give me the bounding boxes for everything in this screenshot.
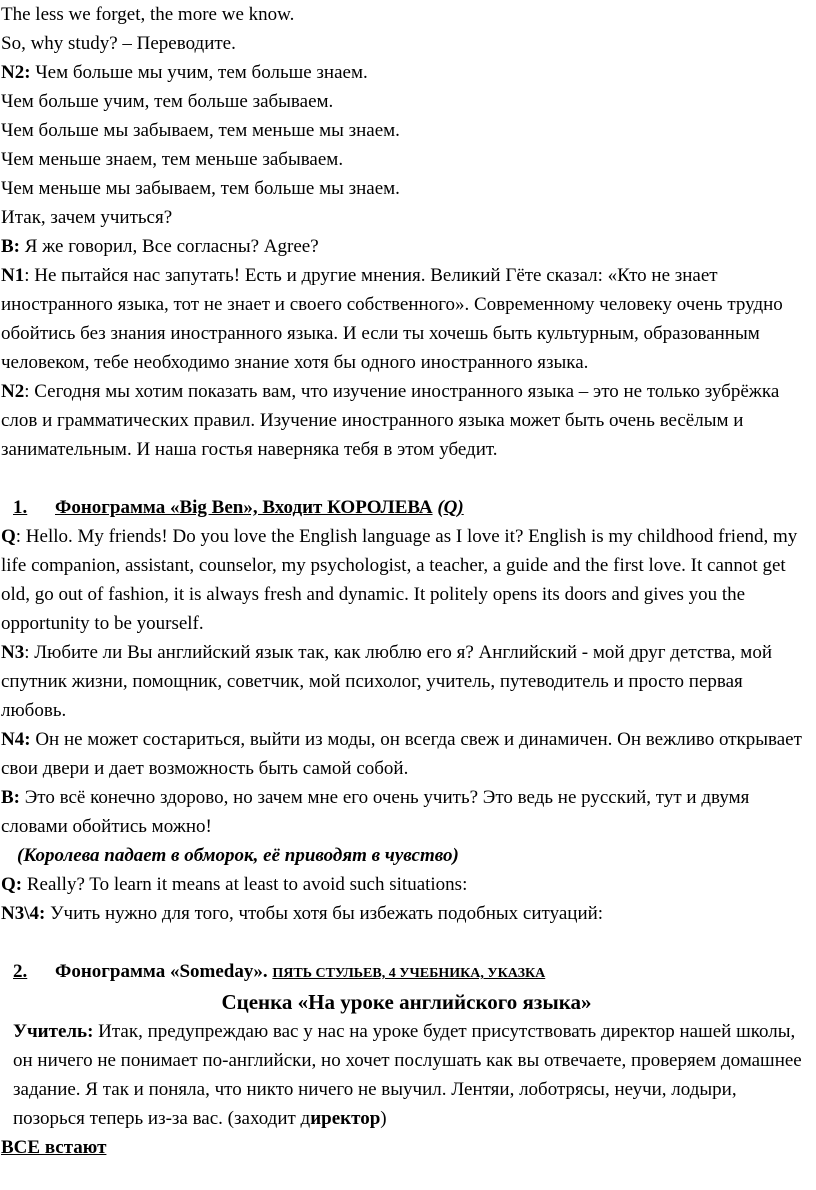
paragraph-q1 — [1, 522, 812, 638]
props-list: ПЯТЬ СТУЛЬЕВ, 4 УЧЕБНИКА, УКАЗКА — [272, 966, 546, 981]
paragraph-text: Really? To learn it means at least to avoid such situations: — [22, 874, 468, 895]
line-text: Я же говорил, Все согласны? Agree? — [20, 236, 319, 257]
speaker-label: N2 — [1, 381, 25, 402]
paragraph-q2 — [1, 870, 812, 899]
paragraph-n34 — [1, 899, 812, 928]
line-4: Чем больше учим, тем больше забываем. — [1, 91, 334, 112]
section-heading-text: Фонограмма «Someday». — [55, 961, 268, 982]
paragraph-text: : Любите ли Вы английский язык так, как люблю его я? Английский - мой друг детства, мой спутник жизни, помощник, советчик, мой психолог, учитель, путеводитель и просто первая любовь. — [1, 642, 772, 721]
paragraph-n4 — [1, 725, 812, 783]
stage-direction: (Королева падает в обморок, её приводят в чувство) — [17, 845, 459, 866]
paragraph-n2 — [1, 377, 812, 464]
section-heading-italic: (Q) — [437, 497, 464, 518]
section1-heading — [1, 493, 812, 522]
paragraph-text: : Hello. My friends! Do you love the English language as I love it? English is my childhood friend, my life companion, assistant, counselor, my psychologist, a teacher, a guide and the first love. It cannot get old, go out of fashion, it is always fresh and dynamic. It politely opens its doors and gives you the opportunity to be yourself. — [1, 526, 798, 634]
speaker-label: Q: — [1, 874, 23, 895]
speaker-label: B: — [1, 236, 20, 257]
speaker-label: B: — [1, 787, 20, 808]
line-text: Чем больше мы учим, тем больше знаем. — [30, 62, 368, 83]
scene-title: Сценка «На уроке английского языка» — [221, 990, 592, 1014]
line-n2-intro — [1, 58, 812, 87]
closing-paren: ) — [380, 1108, 387, 1129]
paragraph-teacher — [1, 1017, 812, 1133]
paragraph-text: : Не пытайся нас запутать! Есть и другие мнения. Великий Гёте сказал: «Кто не знает иностранного языка, тот не знает и своего собственного». Современному человеку очень трудно обойтись без знания иностранного языка. И если ты хочешь быть культурным, образованным человеком, тебе необходимо знание хотя бы одного иностранного языка. — [1, 265, 783, 373]
speaker-label: Учитель: — [13, 1021, 94, 1042]
paragraph-text: Это всё конечно здорово, но зачем мне его очень учить? Это ведь не русский, тут и двумя словами обойтись можно! — [1, 787, 750, 837]
all-stand: ВСЕ встают — [1, 1137, 107, 1158]
section-number: 2. — [13, 961, 28, 982]
speaker-label: N1 — [1, 265, 25, 286]
section2-heading — [1, 957, 812, 988]
paragraph-text: Итак, предупреждаю вас у нас на уроке будет присутствовать директор нашей школы, он ничего не понимает по-английски, но хочет послушать как вы отвечаете, проверяем домашнее задание. Я так и поняла, что никто ничего не выучил. Лентяи, лоботрясы, неучи, лодыри, позорься теперь из-за вас. (заходит д — [13, 1021, 802, 1129]
speaker-label: N3 — [1, 642, 25, 663]
line-8: Итак, зачем учиться? — [1, 207, 173, 228]
paragraph-text: Он не может состариться, выйти из моды, он всегда свеж и динамичен. Он вежливо открывает свои двери и дает возможность быть самой собой. — [1, 729, 802, 779]
section-heading-text: Фонограмма «Big Ben», Входит КОРОЛЕВА — [55, 497, 433, 518]
line-b-agree — [1, 232, 812, 261]
paragraph-n3 — [1, 638, 812, 725]
speaker-label: N2: — [1, 62, 31, 83]
line-7: Чем меньше мы забываем, тем больше мы знаем. — [1, 178, 400, 199]
bold-word: иректор — [310, 1108, 381, 1129]
line-why-study: So, why study? – Переводите. — [1, 33, 236, 54]
paragraph-text: : Сегодня мы хотим показать вам, что изучение иностранного языка – это не только зубрёжка слов и грамматических правил. Изучение иностранного языка может быть очень весёлым и занимательным. И наша гостья наверняка тебя в этом убедит. — [1, 381, 780, 460]
speaker-label: N3\4: — [1, 903, 46, 924]
line-proverb: The less we forget, the more we know. — [1, 4, 295, 25]
line-5: Чем больше мы забываем, тем меньше мы знаем. — [1, 120, 400, 141]
paragraph-text: Учить нужно для того, чтобы хотя бы избежать подобных ситуаций: — [45, 903, 604, 924]
speaker-label: Q — [1, 526, 16, 547]
line-6: Чем меньше знаем, тем меньше забываем. — [1, 149, 344, 170]
paragraph-n1 — [1, 261, 812, 377]
speaker-label: N4: — [1, 729, 31, 750]
section-number: 1. — [13, 497, 28, 518]
paragraph-b — [1, 783, 812, 841]
